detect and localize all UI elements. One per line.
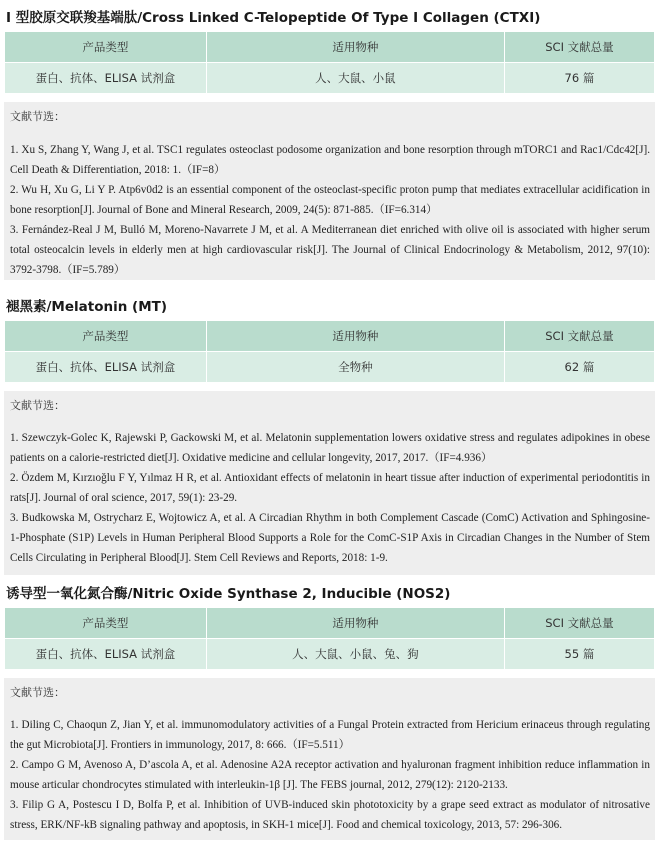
- table-header-row: [5, 32, 655, 63]
- species-value: 人、大鼠、小鼠: [206, 63, 504, 94]
- reference-item: 2. Özdem M, Kırzıoğlu F Y, Yılmaz H R, et al. Antioxidant effects of melatonin in heart tissue after induction of experimental periodontitis in rats[J]. Journal of oral science, 2017, 59(1): 23-29.: [10, 472, 650, 504]
- references-box: [4, 391, 655, 575]
- references-heading: 文献节选：: [10, 110, 65, 123]
- info-table: [4, 320, 655, 383]
- references-box: [4, 678, 655, 840]
- table-row: [5, 352, 655, 383]
- reference-item: 1. Szewczyk-Golec K, Rajewski P, Gackowski M, et al. Melatonin supplementation lowers oxidative stress and regulates adipokines in obese patients on a calorie-restricted diet[J]. Oxidative medicine and cellular longevity, 2017, 2017.（IF=4.936）: [10, 432, 650, 464]
- section-title: I 型胶原交联羧基端肽/Cross Linked C-Telopeptide Of Type I Collagen (CTXI): [6, 10, 541, 26]
- table-header-row: [5, 321, 655, 352]
- sci-total-value: 62 篇: [504, 352, 654, 383]
- section-ctxi: [0, 6, 658, 281]
- reference-item: 2. Campo G M, Avenoso A, D’ascola A, et al. Adenosine A2A receptor activation and hyaluronan fragment inhibition reduce inflammation in mouse articular chondrocytes stimulated with interleukin‐1β [J]. The FEBS journal, 2012, 279(12): 2120-2133.: [10, 759, 650, 791]
- sci-total-value: 76 篇: [504, 63, 654, 94]
- species-value: 人、大鼠、小鼠、兔、狗: [206, 639, 504, 670]
- header-species: 适用物种: [206, 608, 504, 639]
- reference-item: 1. Xu S, Zhang Y, Wang J, et al. TSC1 regulates osteoclast podosome organization and bone resorption through mTORC1 and Rac1/Cdc42[J]. Cell Death & Differentiation, 2018: 1.（IF=8）: [10, 144, 650, 176]
- species-value: 全物种: [206, 352, 504, 383]
- product-type-value: 蛋白、抗体、ELISA 试剂盒: [5, 639, 207, 670]
- info-table: [4, 607, 655, 670]
- section-melatonin: [0, 295, 658, 573]
- section-nos2: [0, 582, 658, 840]
- reference-item: 3. Budkowska M, Ostrycharz E, Wojtowicz A, et al. A Circadian Rhythm in both Complement Cascade (ComC) Activation and Sphingosine-1-Phosphate (S1P) Levels in Human Peripheral Blood Supports a Role for the ComC‐S1P Axis in Circadian Changes in the Number of Stem Cells Circulating in Peripheral Blood[J]. Stem Cell Reviews and Reports, 2018: 1-9.: [10, 512, 650, 564]
- header-product-type: 产品类型: [5, 608, 207, 639]
- table-header-row: [5, 608, 655, 639]
- header-species: 适用物种: [206, 32, 504, 63]
- header-species: 适用物种: [206, 321, 504, 352]
- header-product-type: 产品类型: [5, 32, 207, 63]
- header-sci-total: SCI 文献总量: [504, 608, 654, 639]
- table-row: [5, 63, 655, 94]
- reference-item: 2. Wu H, Xu G, Li Y P. Atp6v0d2 is an essential component of the osteoclast‐specific proton pump that mediates extracellular acidification in bone resorption[J]. Journal of Bone and Mineral Research, 2009, 24(5): 871-885.（IF=6.314）: [10, 184, 650, 216]
- reference-item: 3. Fernández-Real J M, Bulló M, Moreno-Navarrete J M, et al. A Mediterranean diet enriched with olive oil is associated with higher serum total osteocalcin levels in elderly men at high cardiovascular risk[J]. The Journal of Clinical Endocrinology & Metabolism, 2012, 97(10): 3792-3798.（IF=5.789）: [10, 224, 650, 276]
- section-title: 褪黑素/Melatonin (MT): [6, 299, 168, 315]
- header-product-type: 产品类型: [5, 321, 207, 352]
- references-heading: 文献节选：: [10, 399, 65, 412]
- table-row: [5, 639, 655, 670]
- sci-total-value: 55 篇: [504, 639, 654, 670]
- header-sci-total: SCI 文献总量: [504, 321, 654, 352]
- section-title: 诱导型一氧化氮合酶/Nitric Oxide Synthase 2, Inducible (NOS2): [6, 586, 451, 602]
- info-table: [4, 31, 655, 94]
- references-heading: 文献节选：: [10, 686, 65, 699]
- reference-item: 3. Filip G A, Postescu I D, Bolfa P, et al. Inhibition of UVB-induced skin phototoxicity by a grape seed extract as modulator of nitrosative stress, ERK/NF-kB signaling pathway and apoptosis, in SKH-1 mice[J]. Food and chemical toxicology, 2013, 57: 296-306.: [10, 799, 650, 831]
- references-box: [4, 102, 655, 280]
- header-sci-total: SCI 文献总量: [504, 32, 654, 63]
- reference-item: 1. Diling C, Chaoqun Z, Jian Y, et al. immunomodulatory activities of a Fungal Protein extracted from Hericium erinaceus through regulating the gut Microbiota[J]. Frontiers in immunology, 2017, 8: 666.（IF=5.511）: [10, 719, 650, 751]
- product-type-value: 蛋白、抗体、ELISA 试剂盒: [5, 352, 207, 383]
- product-type-value: 蛋白、抗体、ELISA 试剂盒: [5, 63, 207, 94]
